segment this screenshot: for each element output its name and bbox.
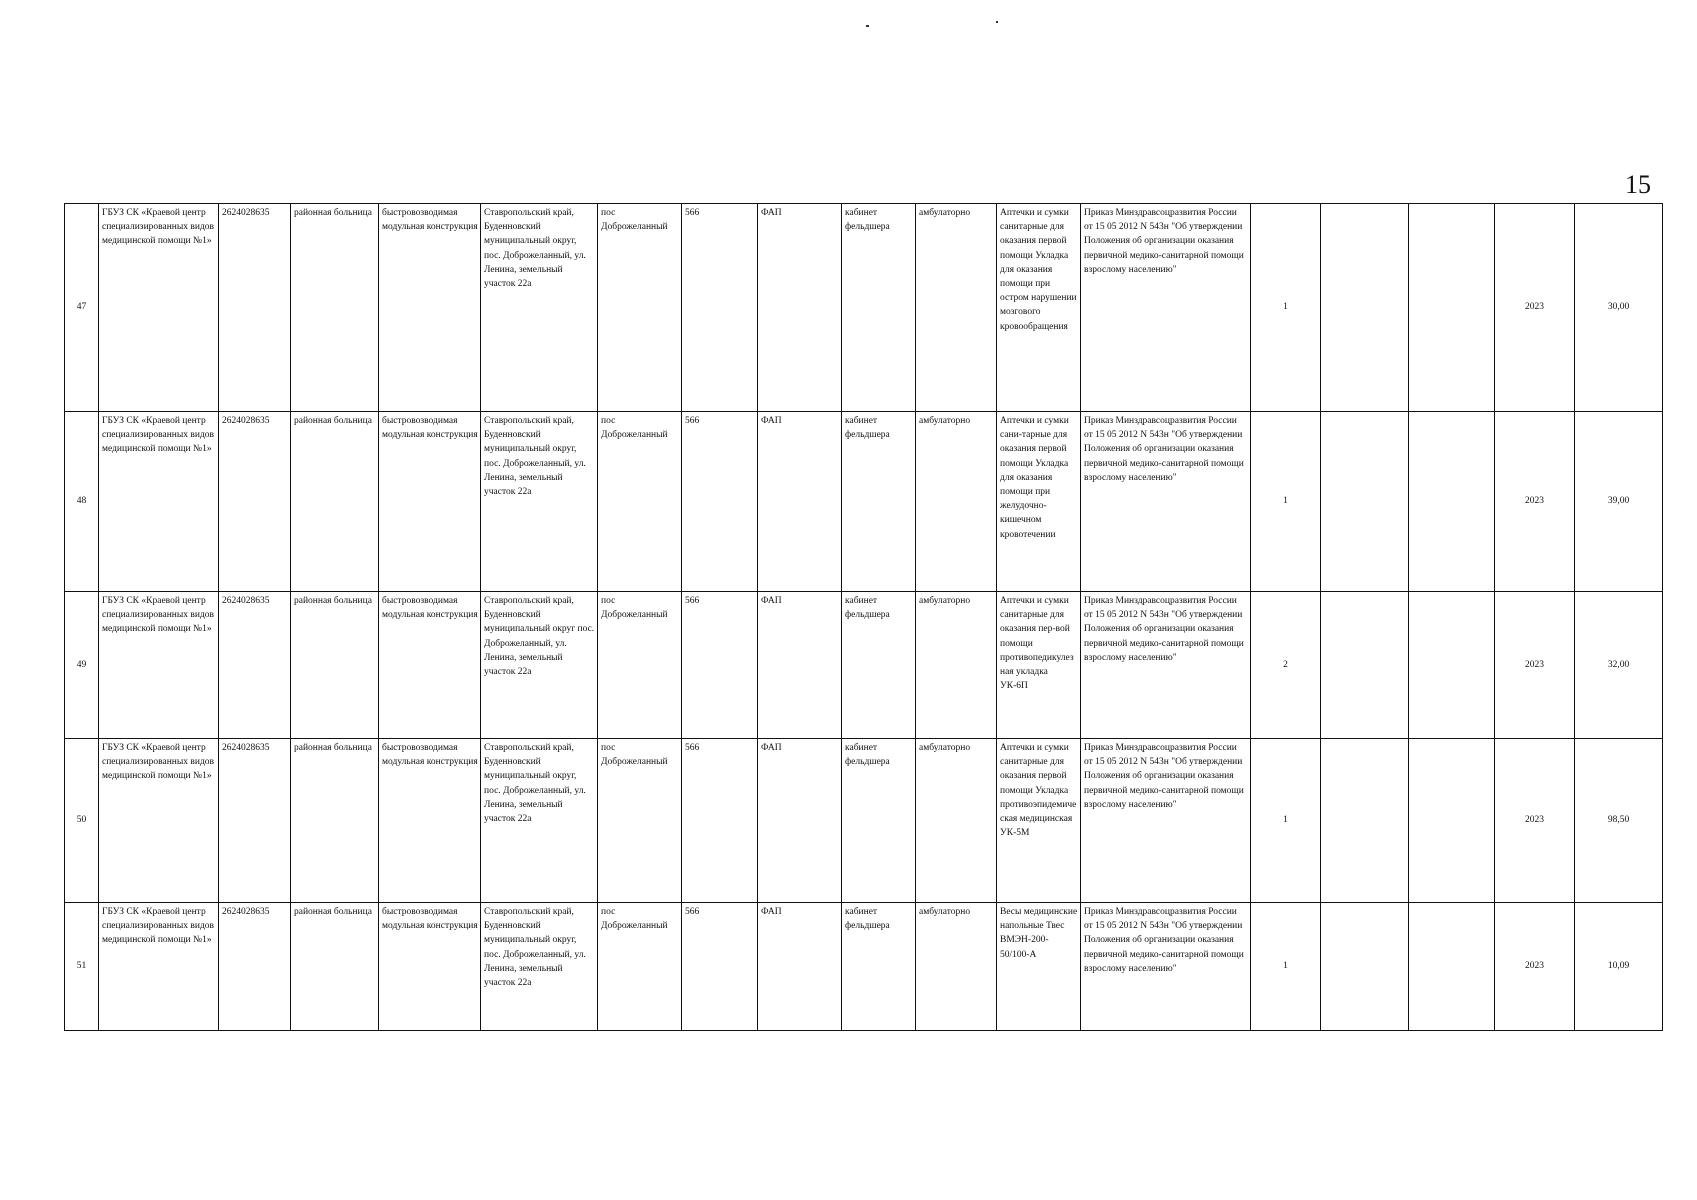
address-cell: Ставропольский край, Буденновский муниципальный округ пос. Доброжеланный, ул. Ленина, земельный участок 22а — [481, 592, 598, 739]
address-cell: Ставропольский край, Буденновский муниципальный округ, пос. Доброжеланный, ул. Ленина, земельный участок 22а — [481, 903, 598, 1031]
table-row — [65, 412, 1663, 592]
room-cell: кабинет фельдшера — [842, 903, 916, 1031]
cost-cell: 98,50 — [1575, 739, 1663, 903]
quantity-cell: 1 — [1251, 204, 1321, 412]
construction-cell: быстровозводимая модульная конструкция — [379, 739, 481, 903]
year-cell: 2023 — [1495, 592, 1575, 739]
construction-cell: быстровозводимая модульная конструкция — [379, 412, 481, 592]
settlement-cell: пос Доброжеланный — [598, 204, 682, 412]
row-number: 48 — [65, 412, 99, 592]
year-cell: 2023 — [1495, 903, 1575, 1031]
construction-cell: быстровозводимая модульная конструкция — [379, 592, 481, 739]
empty-cell — [1409, 412, 1495, 592]
settlement-cell: пос Доброжеланный — [598, 903, 682, 1031]
inn-cell: 2624028635 — [219, 412, 291, 592]
population-cell: 566 — [682, 592, 758, 739]
care-mode-cell: амбулаторно — [916, 903, 997, 1031]
inn-cell: 2624028635 — [219, 739, 291, 903]
population-cell: 566 — [682, 739, 758, 903]
population-cell: 566 — [682, 204, 758, 412]
room-cell: кабинет фельдшера — [842, 204, 916, 412]
construction-cell: быстровозводимая модульная конструкция — [379, 903, 481, 1031]
facility-type-cell: районная больница — [291, 204, 379, 412]
unit-cell: ФАП — [758, 739, 842, 903]
empty-cell — [1409, 204, 1495, 412]
table-row — [65, 903, 1663, 1031]
table-row — [65, 204, 1663, 412]
empty-cell — [1321, 204, 1409, 412]
cost-cell: 10,09 — [1575, 903, 1663, 1031]
equipment-cell: Весы медицинские напольные Твес ВМЭН-200-50/100-А — [997, 903, 1081, 1031]
row-number: 50 — [65, 739, 99, 903]
order-cell: Приказ Минздравсоцразвития России от 15 05 2012 N 543н "Об утверждении Положения об организации оказания первичной медико-санитарной помощи взрослому населению" — [1081, 204, 1251, 412]
quantity-cell: 1 — [1251, 412, 1321, 592]
empty-cell — [1321, 739, 1409, 903]
scan-speck — [996, 21, 998, 23]
year-cell: 2023 — [1495, 412, 1575, 592]
room-cell: кабинет фельдшера — [842, 592, 916, 739]
organization-cell: ГБУЗ СК «Краевой центр специализированных видов медицинской помощи №1» — [99, 739, 219, 903]
empty-cell — [1409, 903, 1495, 1031]
quantity-cell: 1 — [1251, 903, 1321, 1031]
cost-cell: 39,00 — [1575, 412, 1663, 592]
table-row — [65, 739, 1663, 903]
equipment-cell: Аптечки и сумки сани-тарные для оказания первой помощи Укладка для оказания помощи при желудочно-кишечном кровотечении — [997, 412, 1081, 592]
settlement-cell: пос Доброжеланный — [598, 592, 682, 739]
address-cell: Ставропольский край, Буденновский муниципальный округ, пос. Доброжеланный, ул. Ленина, земельный участок 22а — [481, 204, 598, 412]
inn-cell: 2624028635 — [219, 903, 291, 1031]
address-cell: Ставропольский край, Буденновский муниципальный округ, пос. Доброжеланный, ул. Ленина, земельный участок 22а — [481, 739, 598, 903]
population-cell: 566 — [682, 903, 758, 1031]
facility-type-cell: районная больница — [291, 903, 379, 1031]
year-cell: 2023 — [1495, 739, 1575, 903]
order-cell: Приказ Минздравсоцразвития России от 15 05 2012 N 543н "Об утверждении Положения об организации оказания первичной медико-санитарной помощи взрослому населению" — [1081, 903, 1251, 1031]
table-row — [65, 592, 1663, 739]
cost-cell: 30,00 — [1575, 204, 1663, 412]
equipment-cell: Аптечки и сумки санитарные для оказания первой помощи Укладка противоэпидемическая медицинская УК-5М — [997, 739, 1081, 903]
quantity-cell: 1 — [1251, 739, 1321, 903]
organization-cell: ГБУЗ СК «Краевой центр специализированных видов медицинской помощи №1» — [99, 204, 219, 412]
unit-cell: ФАП — [758, 903, 842, 1031]
row-number: 51 — [65, 903, 99, 1031]
empty-cell — [1321, 412, 1409, 592]
settlement-cell: пос Доброжеланный — [598, 412, 682, 592]
facility-type-cell: районная больница — [291, 412, 379, 592]
order-cell: Приказ Минздравсоцразвития России от 15 05 2012 N 543н "Об утверждении Положения об организации оказания первичной медико-санитарной помощи взрослому населению" — [1081, 739, 1251, 903]
equipment-register-table — [64, 203, 1663, 1031]
row-number: 49 — [65, 592, 99, 739]
page-number: 15 — [1625, 170, 1651, 199]
cost-cell: 32,00 — [1575, 592, 1663, 739]
facility-type-cell: районная больница — [291, 739, 379, 903]
order-cell: Приказ Минздравсоцразвития России от 15 05 2012 N 543н "Об утверждении Положения об организации оказания первичной медико-санитарной помощи взрослому населению" — [1081, 592, 1251, 739]
organization-cell: ГБУЗ СК «Краевой центр специализированных видов медицинской помощи №1» — [99, 592, 219, 739]
equipment-cell: Аптечки и сумки санитарные для оказания первой помощи Укладка для оказания помощи при остром нарушении мозгового кровообращения — [997, 204, 1081, 412]
inn-cell: 2624028635 — [219, 592, 291, 739]
row-number: 47 — [65, 204, 99, 412]
room-cell: кабинет фельдшера — [842, 739, 916, 903]
facility-type-cell: районная больница — [291, 592, 379, 739]
empty-cell — [1409, 592, 1495, 739]
unit-cell: ФАП — [758, 412, 842, 592]
care-mode-cell: амбулаторно — [916, 592, 997, 739]
empty-cell — [1321, 903, 1409, 1031]
scan-speck — [866, 25, 869, 27]
empty-cell — [1321, 592, 1409, 739]
care-mode-cell: амбулаторно — [916, 739, 997, 903]
year-cell: 2023 — [1495, 204, 1575, 412]
address-cell: Ставропольский край, Буденновский муниципальный округ, пос. Доброжеланный, ул. Ленина, земельный участок 22а — [481, 412, 598, 592]
population-cell: 566 — [682, 412, 758, 592]
care-mode-cell: амбулаторно — [916, 412, 997, 592]
unit-cell: ФАП — [758, 592, 842, 739]
organization-cell: ГБУЗ СК «Краевой центр специализированных видов медицинской помощи №1» — [99, 903, 219, 1031]
inn-cell: 2624028635 — [219, 204, 291, 412]
construction-cell: быстровозводимая модульная конструкция — [379, 204, 481, 412]
equipment-cell: Аптечки и сумки санитарные для оказания пер-вой помощи противопедикулезная укладка УК-6П — [997, 592, 1081, 739]
unit-cell: ФАП — [758, 204, 842, 412]
care-mode-cell: амбулаторно — [916, 204, 997, 412]
settlement-cell: пос Доброжеланный — [598, 739, 682, 903]
quantity-cell: 2 — [1251, 592, 1321, 739]
organization-cell: ГБУЗ СК «Краевой центр специализированных видов медицинской помощи №1» — [99, 412, 219, 592]
empty-cell — [1409, 739, 1495, 903]
room-cell: кабинет фельдшера — [842, 412, 916, 592]
order-cell: Приказ Минздравсоцразвития России от 15 05 2012 N 543н "Об утверждении Положения об организации оказания первичной медико-санитарной помощи взрослому населению" — [1081, 412, 1251, 592]
